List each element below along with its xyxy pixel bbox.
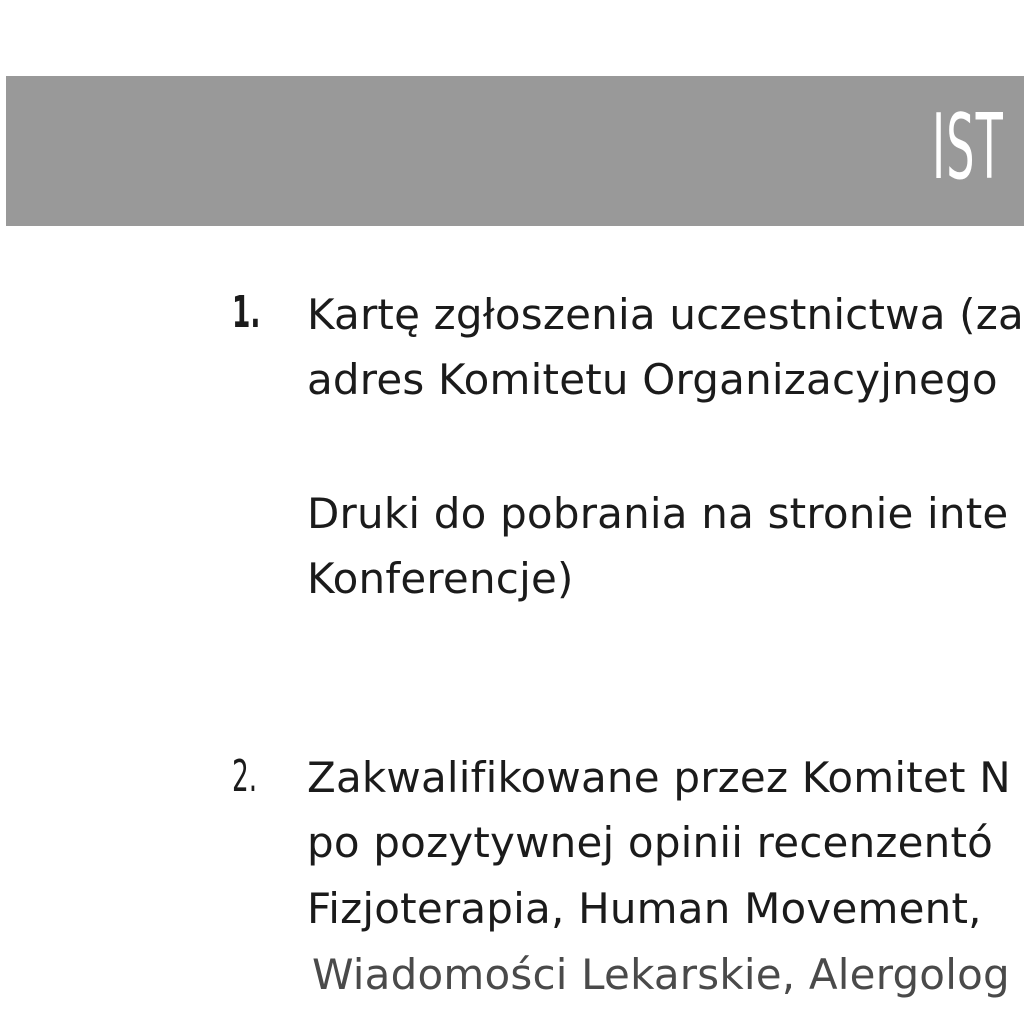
item-1-line-4: Konferencje): [307, 554, 574, 603]
list-item-number-2: 2.: [232, 751, 258, 802]
item-1-line-2: adres Komitetu Organizacyjnego: [307, 355, 998, 404]
item-1-line-1: Kartę zgłoszenia uczestnictwa (za: [307, 290, 1024, 339]
item-1-line-3: Druki do pobrania na stronie inte: [307, 489, 1009, 538]
item-2-line-4: Wiadomości Lekarskie, Alergolog: [312, 950, 1010, 999]
list-item-number-1: 1.: [232, 287, 261, 338]
header-bar: [6, 76, 1024, 226]
page-title: IST: [932, 95, 1004, 200]
item-2-line-1: Zakwalifikowane przez Komitet N: [307, 753, 1011, 802]
item-2-line-2: po pozytywnej opinii recenzentó: [307, 818, 994, 867]
item-2-line-3: Fizjoterapia, Human Movement,: [307, 884, 982, 933]
